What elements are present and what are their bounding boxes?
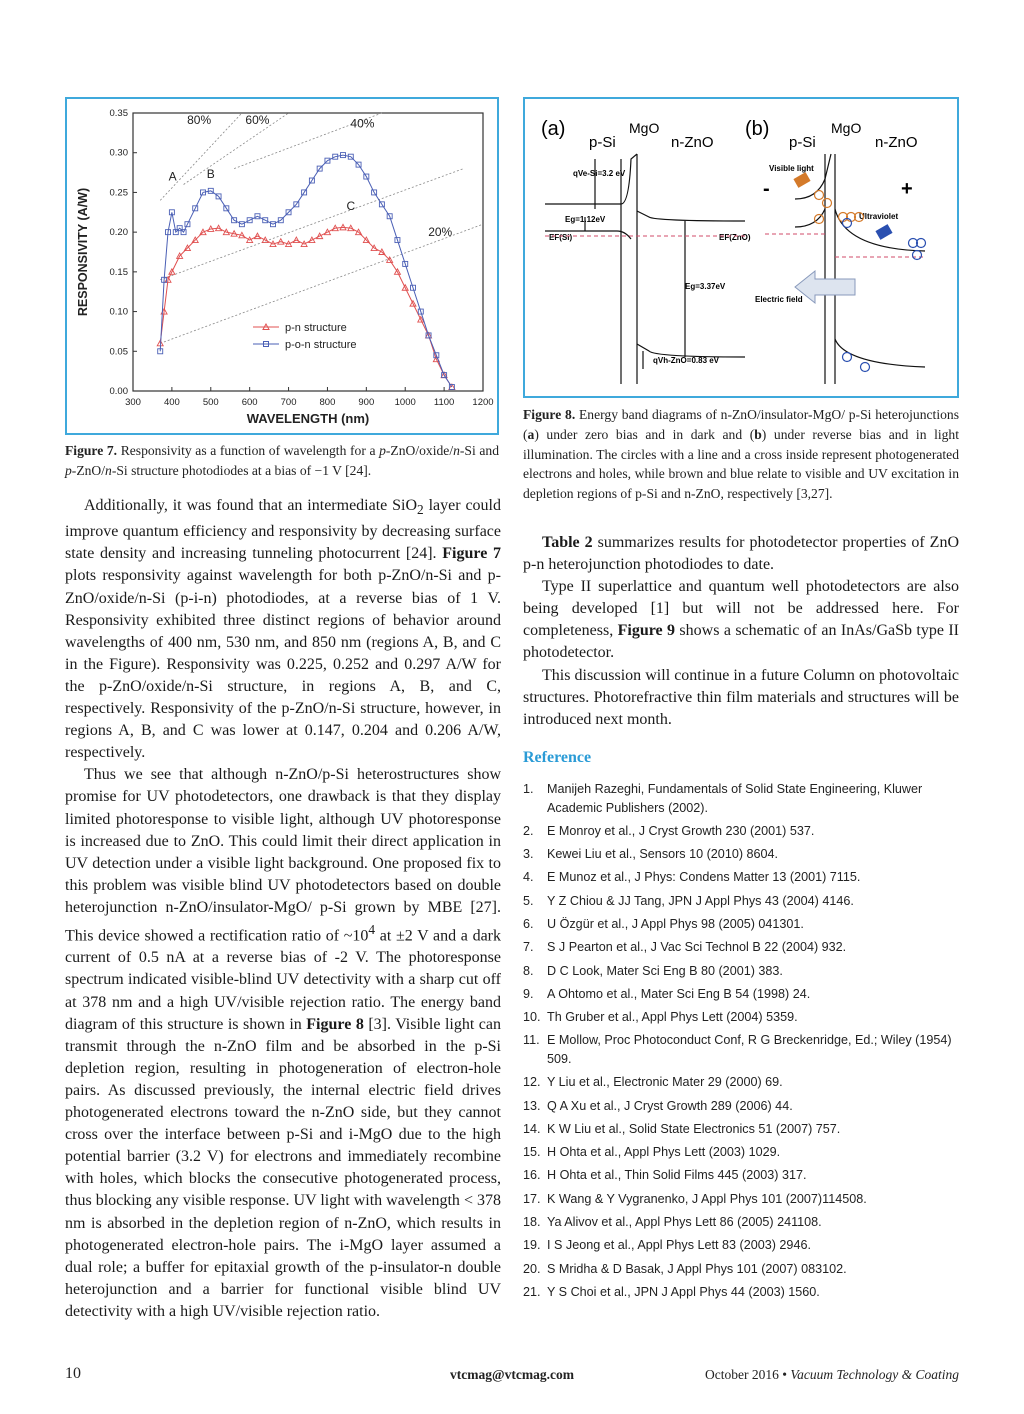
legend-label-pon: p-o-n structure bbox=[285, 339, 357, 351]
x-tick-label: 500 bbox=[202, 397, 219, 408]
reference-text: D C Look, Mater Sci Eng B 80 (2001) 383. bbox=[547, 963, 783, 978]
figure-7-chart bbox=[65, 97, 499, 435]
fig7-caption-p2: p bbox=[65, 462, 72, 478]
reference-number: 19. bbox=[523, 1238, 541, 1253]
reference-number: 14. bbox=[523, 1121, 541, 1136]
references-heading: Reference bbox=[523, 749, 592, 766]
panel-a-label: (a) bbox=[541, 118, 566, 140]
reference-text: Manijeh Razeghi, Fundamentals of Solid State Engineering, Kluwer Academic Publishers (2002). bbox=[547, 782, 923, 815]
visible-light-source bbox=[793, 172, 810, 188]
right-paragraph-2 bbox=[523, 576, 959, 664]
reference-number: 11. bbox=[523, 1033, 540, 1048]
x-tick-label: 600 bbox=[241, 397, 258, 408]
reference-text: Th Gruber et al., Appl Phys Lett (2004) 5359. bbox=[547, 1010, 798, 1025]
y-axis-label: RESPONSIVITY (A/W) bbox=[76, 187, 90, 317]
right-paragraph-3: This discussion will continue in a future Column on photovoltaic structures. Photorefractive thin film materials and structures will be introduced next month. bbox=[523, 666, 959, 728]
visible-light-label: Visible light bbox=[769, 164, 814, 173]
chart-annotation: A bbox=[168, 169, 177, 184]
right-p2-text-a: Type II superlattice and quantum well photodetectors are also being developed [1] but will not be addressed here. For completeness, bbox=[523, 578, 959, 640]
legend-label-pn: p-n structure bbox=[285, 322, 347, 334]
fig7-caption-label: Figure 7. bbox=[65, 443, 118, 458]
footer-date: October 2016 bbox=[705, 1367, 779, 1382]
layer-nzno-b: n-ZnO bbox=[875, 134, 918, 151]
reference-number: 3. bbox=[523, 847, 534, 862]
y-tick-label: 0.15 bbox=[109, 266, 128, 278]
reference-number: 12. bbox=[523, 1075, 541, 1090]
reference-text: K Wang & Y Vygranenko, J Appl Phys 101 (2007)114508. bbox=[547, 1191, 867, 1206]
reference-number: 20. bbox=[523, 1261, 541, 1276]
fig8-caption-text-1: Energy band diagrams of n-ZnO/insulator-MgO/ p-Si heterojunctions ( bbox=[523, 407, 959, 442]
chart-annotation: 60% bbox=[245, 113, 270, 128]
x-tick-label: 900 bbox=[358, 397, 375, 408]
reference-item bbox=[523, 868, 959, 887]
qv-esi-label: qVe-Si=3.2 eV bbox=[573, 169, 626, 178]
reference-item bbox=[523, 1073, 959, 1092]
x-tick-label: 1100 bbox=[433, 397, 455, 408]
eg-si-label: Eg=1.12eV bbox=[565, 215, 606, 224]
fig7-caption-text-2: -ZnO/oxide/ bbox=[385, 443, 454, 458]
reference-text: H Ohta et al., Thin Solid Films 445 (2003) 317. bbox=[547, 1168, 807, 1183]
references-list bbox=[523, 780, 959, 1306]
fig7-caption-text-1: Responsivity as a function of wavelength for a bbox=[117, 443, 380, 458]
reference-text: E Mollow, Proc Photoconduct Conf, R G Breckenridge, Ed.; Wiley (1954) 509. bbox=[547, 1033, 952, 1066]
reference-item bbox=[523, 780, 959, 817]
x-tick-label: 800 bbox=[319, 397, 336, 408]
layer-mgo-a: MgO bbox=[629, 120, 660, 136]
reference-item bbox=[523, 1236, 959, 1255]
y-tick-label: 0.25 bbox=[109, 187, 128, 199]
reference-text: Y S Choi et al., JPN J Appl Phys 44 (2003) 1560. bbox=[547, 1284, 820, 1299]
reference-text: S Mridha & D Basak, J Appl Phys 101 (2007) 083102. bbox=[547, 1261, 847, 1276]
y-tick-label: 0.30 bbox=[109, 147, 128, 159]
uv-light-source bbox=[875, 224, 892, 240]
reference-number: 8. bbox=[523, 963, 534, 978]
reference-item bbox=[523, 1097, 959, 1116]
fig7-caption-n2: n bbox=[105, 462, 112, 478]
reference-text: U Özgür et al., J Appl Phys 98 (2005) 041301. bbox=[547, 916, 804, 931]
fig7-caption-p1: p bbox=[379, 443, 386, 458]
fig8-caption-a: a bbox=[527, 426, 535, 442]
reference-number: 1. bbox=[523, 782, 534, 796]
fig8-caption-label: Figure 8. bbox=[523, 407, 576, 422]
chart-annotation: 40% bbox=[350, 116, 375, 131]
reference-item bbox=[523, 1213, 959, 1232]
reference-text: Y Z Chiou & JJ Tang, JPN J Appl Phys 43 (2004) 4146. bbox=[547, 893, 854, 908]
minus-sign: - bbox=[763, 178, 770, 200]
reference-number: 2. bbox=[523, 823, 534, 838]
left-p2-text-a: Thus we see that although n-ZnO/p-Si heterostructures show promise for UV photodetectors, one drawback is that they display limited photoresponse to visible light, although UV photoresponse is increased due to ZnO. This could limit their direct application in UV detection under a visible light background. One proposed fix to this problem was visible blind UV photodetectors based on double heterojunction n-ZnO/insulator-MgO/ p-Si grown by MBE [27]. This device showed a rectification ratio of ~10 bbox=[65, 766, 501, 945]
band-lines-a bbox=[545, 154, 745, 384]
right-p2-text-b: shows a schematic of an InAs/GaSb type II photodetector. bbox=[523, 622, 960, 662]
reference-item bbox=[523, 1120, 959, 1139]
reference-number: 17. bbox=[523, 1191, 541, 1206]
layer-psi-b: p-Si bbox=[789, 134, 816, 151]
reference-item bbox=[523, 1166, 959, 1185]
band-diagram bbox=[525, 99, 957, 396]
reference-text: H Ohta et al., Appl Phys Lett (2003) 1029. bbox=[547, 1145, 781, 1160]
sio2-subscript: 2 bbox=[417, 502, 424, 518]
fig7-caption-text-4: -ZnO/ bbox=[71, 462, 106, 478]
reference-text: Kewei Liu et al., Sensors 10 (2010) 8604. bbox=[547, 847, 779, 862]
fig8-caption-text-2: ) under zero bias and in dark and ( bbox=[534, 426, 755, 442]
reference-item bbox=[523, 915, 959, 934]
figure-8-caption bbox=[523, 405, 959, 504]
layer-mgo-b: MgO bbox=[831, 120, 862, 136]
chart-annotation: 80% bbox=[187, 113, 212, 128]
left-p2-text-b: at ±2 V and a dark current of 0.5 nA at a reverse bias of -2 V. The photoresponse spectrum indicated visible-blind UV detectivity with a sharp cut off at 378 nm and a high UV/visible rejection ratio. The energy band diagram of this structure is shown in bbox=[65, 927, 502, 1033]
reference-item bbox=[523, 1190, 959, 1209]
right-p1-text: summarizes results for photodetector properties of ZnO p-n heterojunction photodiodes to date. bbox=[523, 534, 959, 574]
eg-zno-label: Eg=3.37eV bbox=[685, 282, 726, 291]
right-column bbox=[523, 532, 959, 731]
figure-7-caption bbox=[65, 441, 499, 481]
y-tick-label: 0.20 bbox=[109, 227, 128, 239]
reference-number: 15. bbox=[523, 1145, 541, 1160]
left-p1-text-a: Additionally, it was found that an intermediate SiO bbox=[84, 497, 418, 514]
reference-number: 4. bbox=[523, 870, 534, 885]
fermi-levels-b bbox=[765, 234, 925, 257]
layer-nzno-a: n-ZnO bbox=[671, 134, 714, 151]
qv-hzno-label: qVh-ZnO=0.83 eV bbox=[653, 356, 720, 365]
reference-item bbox=[523, 1283, 959, 1302]
ultraviolet-label: Ultraviolet bbox=[859, 212, 899, 221]
reference-item bbox=[523, 1008, 959, 1027]
reference-item bbox=[523, 822, 959, 841]
reference-number: 7. bbox=[523, 940, 534, 955]
exponent-superscript: 4 bbox=[368, 921, 376, 937]
x-tick-label: 400 bbox=[163, 397, 180, 408]
ef-zno-label: EF(ZnO) bbox=[719, 233, 751, 242]
reference-text: S J Pearton et al., J Vac Sci Technol B 22 (2004) 932. bbox=[547, 940, 847, 955]
visible-carriers bbox=[815, 191, 864, 224]
chart-annotation: B bbox=[206, 167, 215, 182]
footer-journal-name: Vacuum Technology & Coating bbox=[790, 1367, 959, 1382]
right-paragraph-1 bbox=[523, 532, 959, 576]
reference-text: Q A Xu et al., J Cryst Growth 289 (2006) 44. bbox=[547, 1098, 793, 1113]
figure-7-ref: Figure 7 bbox=[442, 545, 502, 563]
reference-number: 10. bbox=[523, 1010, 541, 1025]
figure-8-ref: Figure 8 bbox=[306, 1015, 364, 1033]
fig7-caption-n1: n bbox=[453, 443, 460, 458]
fig8-caption-b: b bbox=[754, 426, 762, 442]
left-p1-text-c: plots responsivity against wavelength for both p-ZnO/n-Si and p-ZnO/oxide/n-Si (p-i-n) photodiodes, at a reverse bias of 1 V. Responsivity exhibited three distinct regions of behavior around wavelengths of 400 nm, 530 nm, and 850 nm (regions A, B, and C in the Figure). Responsivity was 0.225, 0.252 and 0.297 A/W for the p-ZnO/oxide/n-Si structure, in regions A, B, and C, respectively. Responsivity of the p-ZnO/n-Si structure, however, in regions A, B, and C was lower at 0.147, 0.204 and 0.206 A/W, respectively. bbox=[65, 567, 501, 762]
panel-b-label: (b) bbox=[745, 118, 770, 140]
figure-9-ref: Figure 9 bbox=[617, 622, 676, 640]
y-tick-label: 0.35 bbox=[109, 108, 128, 119]
fig8-caption-text-3: ) under reverse bias and in light illumination. The circles with a line and a cross inside represent photogenerated electrons and holes, while brown and blue relate to visible and UV excitation in depletion regions of p-Si and n-ZnO, respectively [3,27]. bbox=[523, 426, 960, 502]
reference-number: 21. bbox=[523, 1284, 541, 1299]
electric-field-label: Electric field bbox=[755, 295, 803, 304]
table-2-ref: Table 2 bbox=[542, 534, 593, 551]
x-tick-label: 1000 bbox=[394, 397, 416, 408]
footer-email: vtcmag@vtcmag.com bbox=[450, 1367, 574, 1382]
reference-item bbox=[523, 845, 959, 864]
layer-psi-a: p-Si bbox=[589, 134, 616, 151]
reference-item bbox=[523, 892, 959, 911]
reference-number: 18. bbox=[523, 1215, 541, 1230]
x-axis-label: WAVELENGTH (nm) bbox=[246, 411, 370, 426]
left-column bbox=[65, 495, 501, 1323]
y-tick-label: 0.10 bbox=[109, 306, 128, 318]
left-paragraph-2 bbox=[65, 764, 501, 1323]
reference-number: 13. bbox=[523, 1098, 541, 1113]
reference-text: Y Liu et al., Electronic Mater 29 (2000) 69. bbox=[547, 1075, 783, 1090]
reference-number: 5. bbox=[523, 893, 534, 908]
responsivity-chart bbox=[67, 99, 497, 433]
reference-number: 9. bbox=[523, 986, 534, 1001]
fig7-caption-text-5: -Si structure photodiodes at a bias of −1 V [24]. bbox=[111, 462, 372, 478]
reference-number: 6. bbox=[523, 916, 534, 931]
left-p1-text-b: layer could improve quantum efficiency and responsivity by decreasing surface state density and increasing tunneling photocurrent [24]. bbox=[65, 497, 501, 563]
reference-item bbox=[523, 962, 959, 981]
reference-text: Ya Alivov et al., Appl Phys Lett 86 (2005) 241108. bbox=[547, 1215, 822, 1230]
chart-annotation: 20% bbox=[428, 225, 453, 240]
figure-8-diagram bbox=[523, 97, 959, 398]
reference-item bbox=[523, 1031, 959, 1068]
page-number: 10 bbox=[65, 1365, 81, 1382]
y-tick-label: 0.00 bbox=[109, 386, 128, 397]
reference-item bbox=[523, 1143, 959, 1162]
reference-text: A Ohtomo et al., Mater Sci Eng B 54 (1998) 24. bbox=[547, 986, 811, 1001]
chart-annotation: C bbox=[346, 198, 356, 213]
reference-item bbox=[523, 1260, 959, 1279]
reference-number: 16. bbox=[523, 1168, 541, 1183]
left-p2-text-c: [3]. Visible light can transmit through the n-ZnO film and be absorbed in the p-Si depletion region, resulting in photogeneration of electron-hole pairs. As discussed previously, the internal electric field drives photogenerated electrons toward the n-ZnO side, but they cannot cross over the interface between p-Si and i-MgO due to the high potential barrier (3.2 V) for electrons and immediately recombine with holes, which blocks the consecutive photogenerated process, thus blocking any visible response. UV light with wavelength < 378 nm is absorbed in the depletion region of n-ZnO, which results in photogenerated electron-hole pairs. The i-MgO layer assumed a dual role; a buffer for epitaxial growth of the p-insulator-n double heterojunction and a barrier for functional visible blind UV detectivity with a high UV/visible rejection ratio. bbox=[65, 1015, 502, 1320]
reference-text: K W Liu et al., Solid State Electronics 51 (2007) 757. bbox=[547, 1121, 841, 1136]
x-tick-label: 700 bbox=[280, 397, 297, 408]
plus-sign: + bbox=[901, 178, 913, 200]
x-tick-label: 300 bbox=[125, 397, 141, 408]
x-tick-label: 1200 bbox=[472, 397, 494, 408]
reference-item bbox=[523, 985, 959, 1004]
footer-journal bbox=[705, 1367, 959, 1383]
reference-text: E Monroy et al., J Cryst Growth 230 (2001) 537. bbox=[547, 823, 815, 838]
reference-item bbox=[523, 938, 959, 957]
y-tick-label: 0.05 bbox=[109, 346, 128, 358]
reference-text: E Munoz et al., J Phys: Condens Matter 13 (2001) 7115. bbox=[547, 870, 861, 885]
reference-text: I S Jeong et al., Appl Phys Lett 83 (2003) 2946. bbox=[547, 1238, 811, 1253]
left-paragraph-1 bbox=[65, 495, 501, 764]
fig7-caption-text-3: -Si and bbox=[459, 443, 500, 458]
ef-si-label: EF(Si) bbox=[549, 233, 573, 242]
footer-bullet: • bbox=[782, 1367, 787, 1382]
